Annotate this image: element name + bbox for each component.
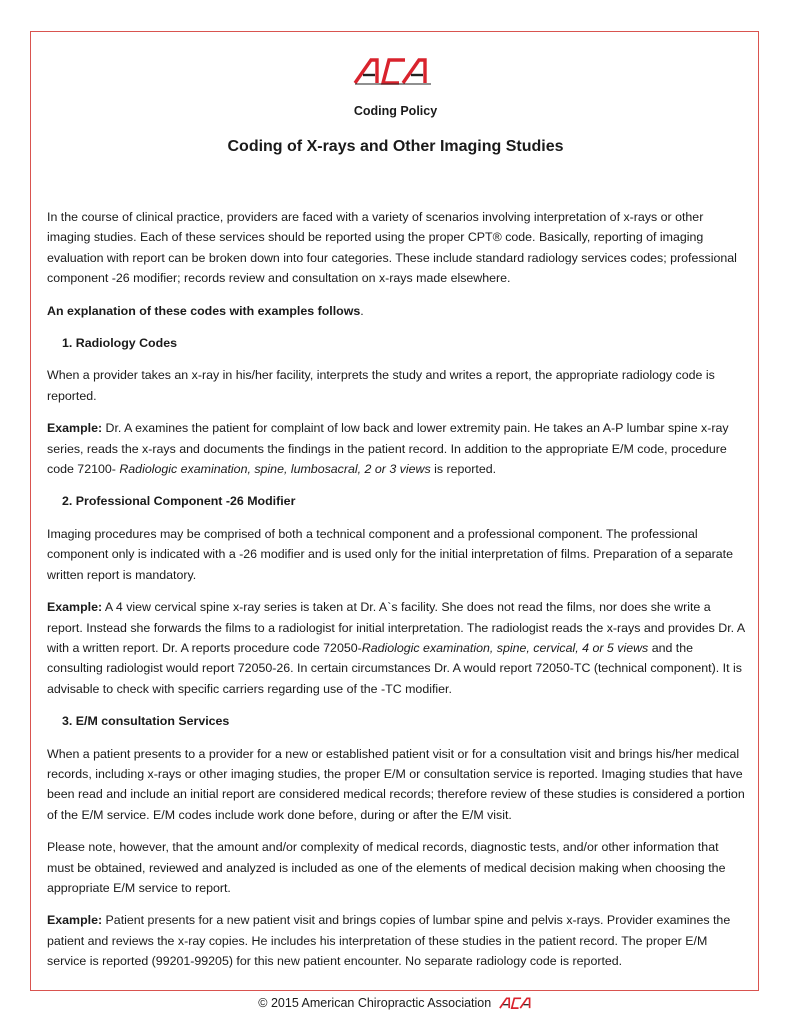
example-text: Dr. A examines the patient for complaint of low back and lower extremity pain. He takes an A-P lumbar spine x-ray series, reads the x-rays and documents the findings in the patient record. In addition to the appropriate E/M code, procedure code 72100-	[47, 421, 729, 477]
section3-body1: When a patient presents to a provider for a new or established patient visit or for a consultation visit and brings his/her medical records, including x-rays or other imaging studies, the proper E/M or consultation service is reported. Imaging studies that have been read and include an initial report are considered medical records; therefore review of these studies is considered a portion of the E/M service. E/M codes include work done before, during or after the E/M visit.	[47, 746, 745, 822]
section2-body: Imaging procedures may be comprised of both a technical component and a professional component. The professional component only is indicated with a -26 modifier and is used only for the initial interpretation of films. Preparation of a separate written report is mandatory.	[47, 526, 733, 582]
aca-footer-logo	[499, 996, 533, 1010]
explanation-paragraph	[47, 301, 747, 321]
intro-paragraph: In the course of clinical practice, providers are faced with a variety of scenarios involving interpretation of x-rays or other imaging studies. Each of these services should be reported using the proper CPT® code. Basically, reporting of imaging evaluation with report can be broken down into four categories. These include standard radiology services codes; professional component -26 modifier; records review and consultation on x-rays made elsewhere.	[47, 210, 737, 286]
explanation-tail: .	[360, 303, 364, 318]
example-label: Example:	[47, 421, 103, 436]
document-body	[47, 207, 747, 984]
section-heading-radiology: 1. Radiology Codes	[62, 336, 177, 351]
explanation-bold: An explanation of these codes with examples follows	[47, 303, 361, 318]
section-heading-consultation: 3. E/M consultation Services	[62, 714, 230, 729]
example-text: Patient presents for a new patient visit and brings copies of lumbar spine and pelvis x-rays. Provider examines the patient and reviews the x-ray copies. He includes his interpretation of these studies in the patient record. The proper E/M service is reported (99201-99205) for this new patient encounter. No separate radiology code is reported.	[47, 913, 731, 969]
footer	[0, 996, 791, 1010]
example-text-end: is reported.	[430, 462, 497, 477]
example-italic: Radiologic examination, spine, cervical, 4 or 5 views	[361, 640, 649, 655]
copyright-text: © 2015 American Chiropractic Association	[258, 996, 492, 1010]
section3-example	[47, 910, 747, 971]
example-label: Example:	[47, 913, 103, 928]
example-text-end: and the consulting radiologist would report 72050-26. In certain circumstances Dr. A would report 72050-TC (technical component). It is advisable to check with specific carriers regarding use of the -TC modifier.	[47, 640, 742, 696]
example-italic: Radiologic examination, spine, lumbosacral, 2 or 3 views	[119, 462, 431, 477]
section-heading-professional: 2. Professional Component -26 Modifier	[62, 494, 296, 509]
example-text: A 4 view cervical spine x-ray series is taken at Dr. A`s facility. She does not read the films, nor does she write a report. Instead she forwards the films to a radiologist for initial interpretation. The radiologist reads the x-rays and provides Dr. A with a written report. Dr. A reports procedure code 72050-	[47, 600, 745, 655]
policy-label: Coding Policy	[353, 104, 438, 118]
section1-body: When a provider takes an x-ray in his/her facility, interprets the study and writes a report, the appropriate radiology code is reported.	[47, 368, 715, 403]
section3-body2: Please note, however, that the amount and/or complexity of medical records, diagnostic tests, and/or other information that must be obtained, reviewed and analyzed is included as one of the elements of medical decision making when choosing the appropriate E/M service to report.	[47, 840, 726, 895]
example-label: Example:	[47, 600, 103, 615]
section2-example	[47, 597, 747, 699]
aca-logo	[353, 57, 433, 85]
page-title: Coding of X-rays and Other Imaging Studies	[227, 138, 564, 155]
section1-example	[47, 418, 747, 479]
